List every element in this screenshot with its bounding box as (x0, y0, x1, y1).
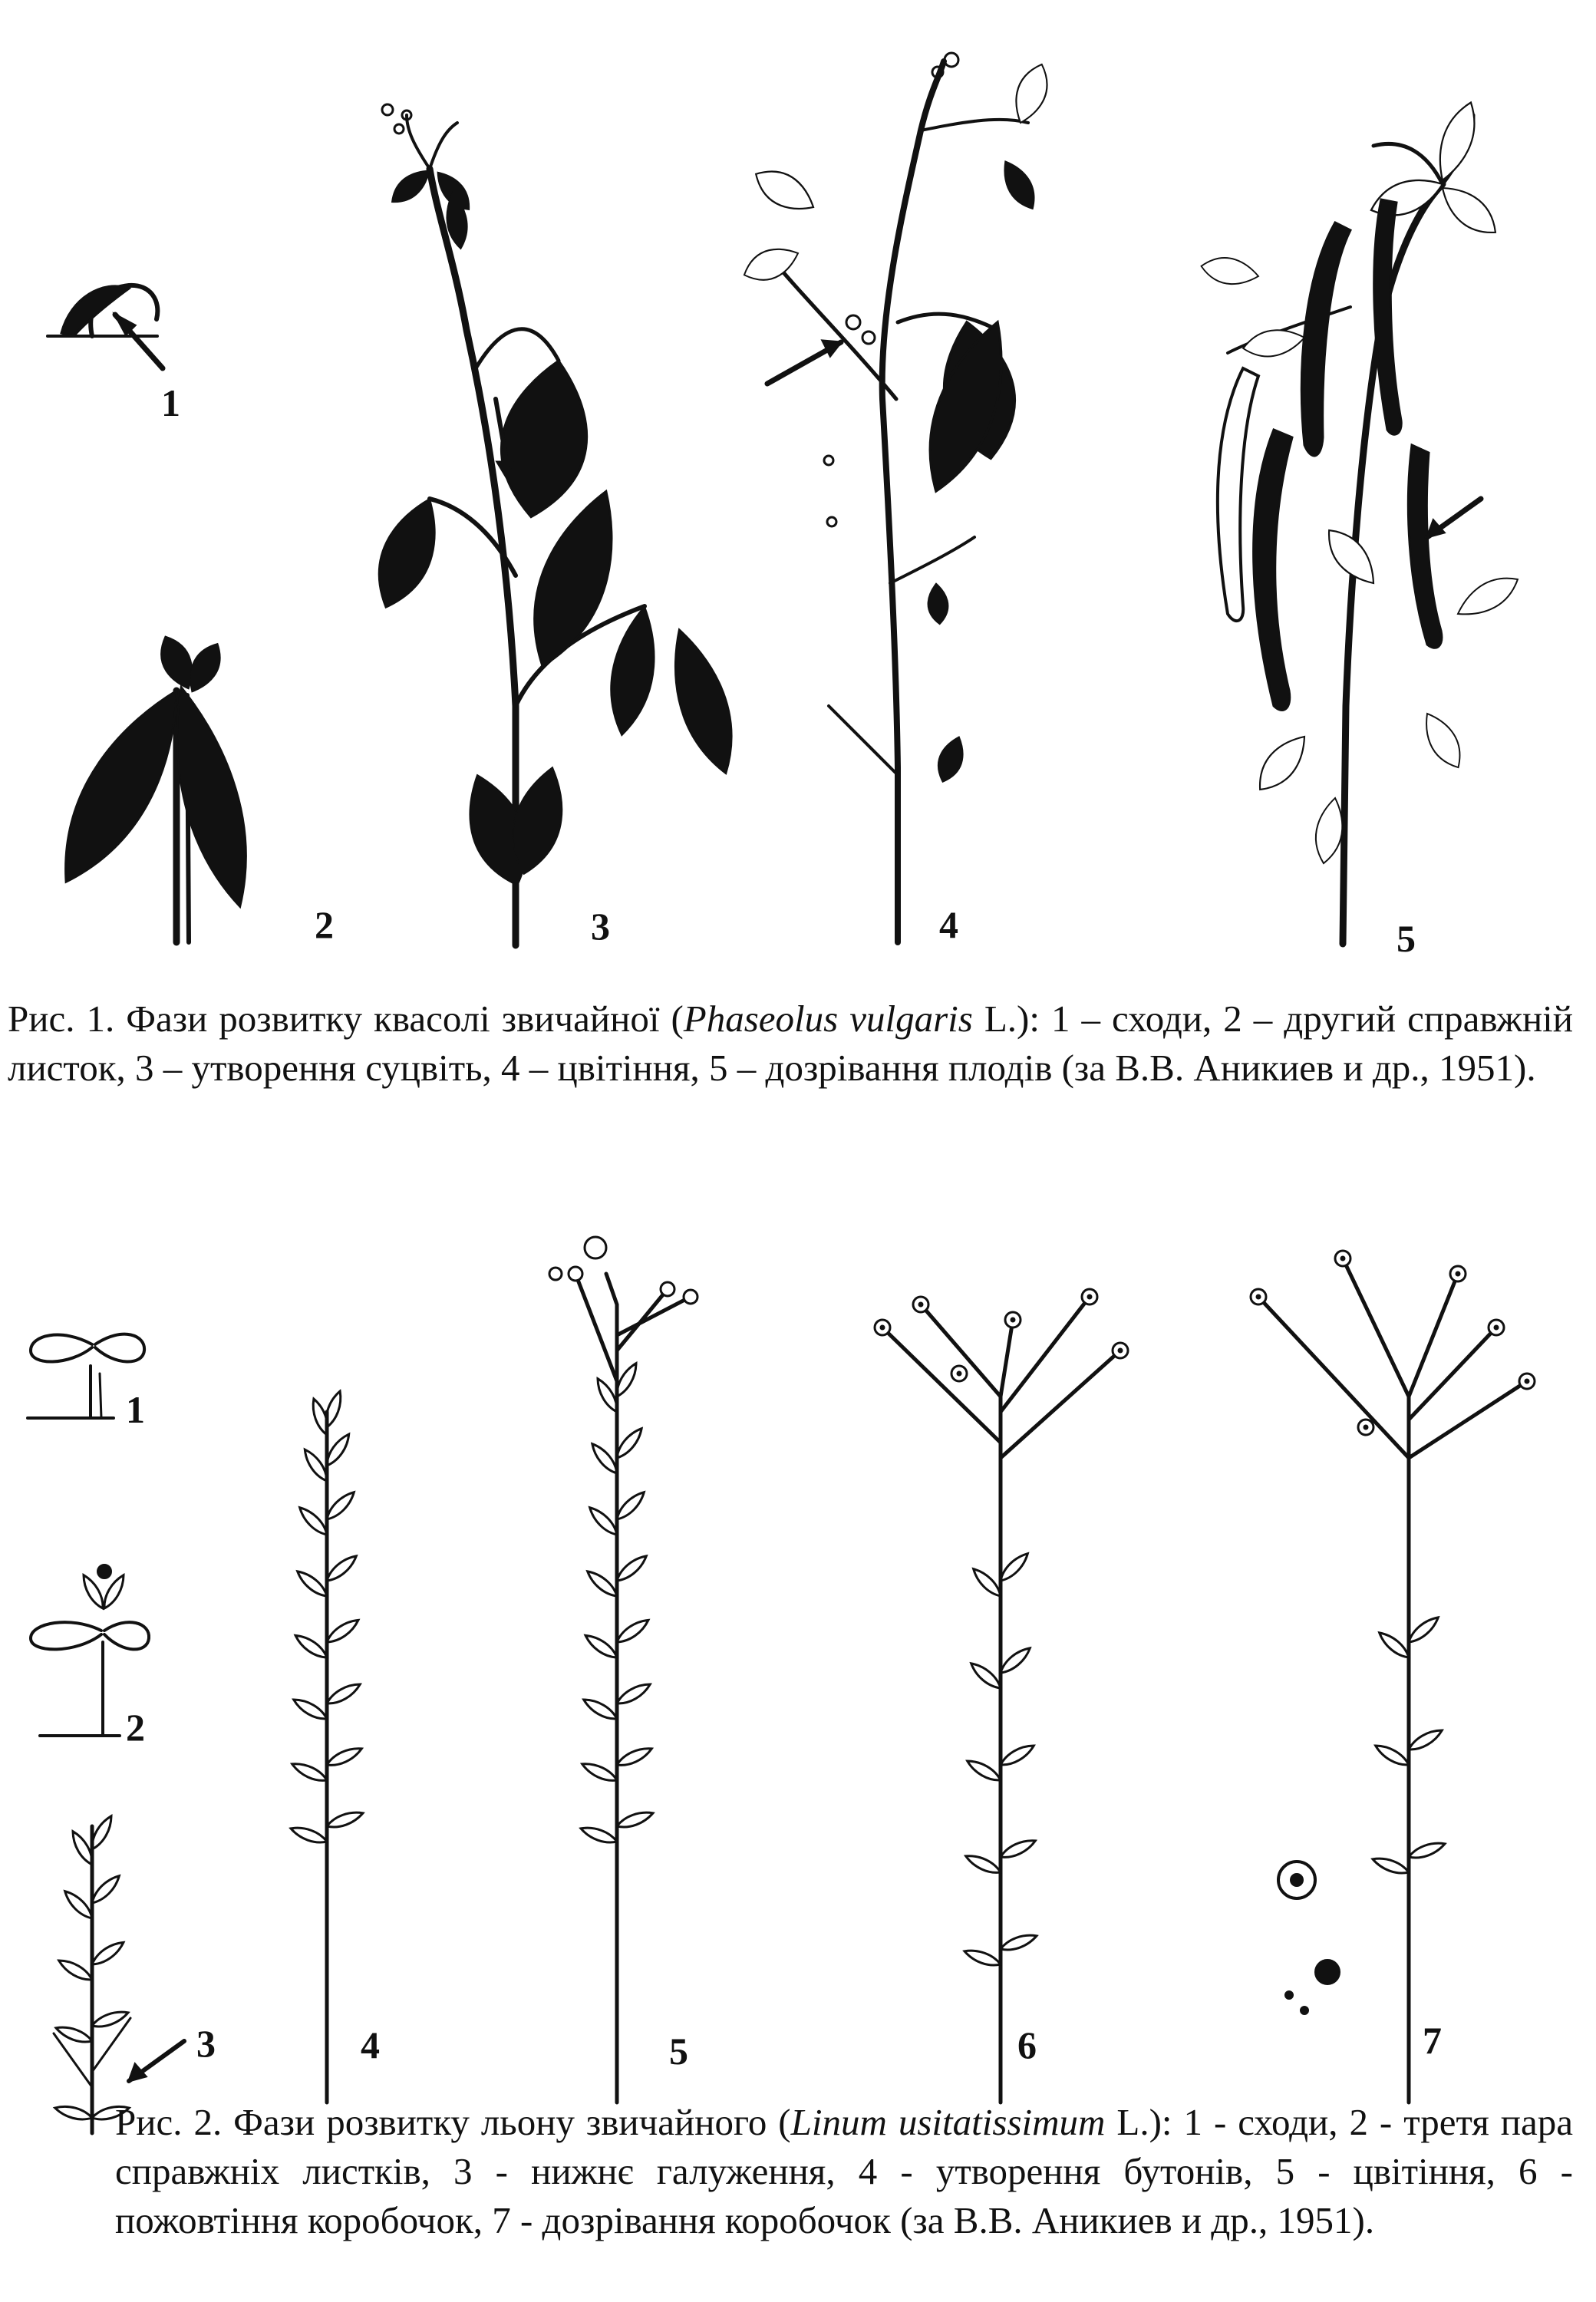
figure1-caption-species: Phaseolus vulgaris (683, 998, 973, 1040)
bean-stage-1-plant (48, 285, 163, 368)
figure1-drawing (38, 53, 1524, 948)
figure2-stage-number: 7 (1423, 2019, 1442, 2062)
flax-stage-5-plant (549, 1237, 697, 2102)
figure2-stage-number: 5 (669, 2030, 688, 2073)
figure2-caption-prefix: Рис. 2. Фази розвитку льону звичайного ( (115, 2101, 791, 2143)
figure1-stage-number: 1 (161, 381, 180, 424)
figure2-stage-number: 3 (196, 2022, 216, 2065)
bean-stage-3-plant (363, 104, 747, 948)
figure2-caption (115, 2098, 1573, 2245)
figure2-drawing (28, 1237, 1535, 2133)
bean-stage-4-plant (739, 53, 1055, 946)
figure1-caption-prefix: Рис. 1. Фази розвитку квасолі звичайної ( (8, 998, 684, 1040)
flax-stage-3-plant (54, 1813, 184, 2133)
figure2-caption-species: Linum usitatissimum (790, 2101, 1106, 2143)
figure1-stage-number: 3 (591, 905, 610, 948)
figure2-stage-number: 6 (1017, 2023, 1037, 2066)
figure2-stage-number: 2 (126, 1706, 145, 1749)
flax-stage-6-plant (875, 1289, 1128, 2102)
figure2-stage-number: 1 (126, 1388, 145, 1431)
figure1-caption (8, 994, 1573, 1093)
flax-stage-4-plant (289, 1390, 365, 2102)
flax-stage-7-plant (1251, 1251, 1535, 2102)
figure1-caption-suffix: L.): 1 – сходи, 2 – другий справжній листок, 3 – утворення суцвіть, 4 – цвітіння, 5 – дозрівання плодів (за В.В. Аникиев и др., 1951). (8, 998, 1574, 1089)
bean-stage-5-plant (1199, 97, 1525, 944)
figure2-stage-number: 4 (361, 2023, 380, 2066)
bean-stage-2-plant (38, 631, 265, 942)
figure1-stage-number: 2 (315, 903, 334, 946)
figure1-stage-number: 5 (1396, 917, 1416, 960)
figure2-caption-suffix: L.): 1 - сходи, 2 - третя пара справжніх листків, 3 - нижнє галуження, 4 - утворення бутонів, 5 - цвітіння, 6 - пожовтіння коробочок, 7 - дозрівання коробочок (за В.В. Аникиев и др., 1951). (115, 2101, 1573, 2241)
figure1-stage-number: 4 (939, 903, 958, 946)
